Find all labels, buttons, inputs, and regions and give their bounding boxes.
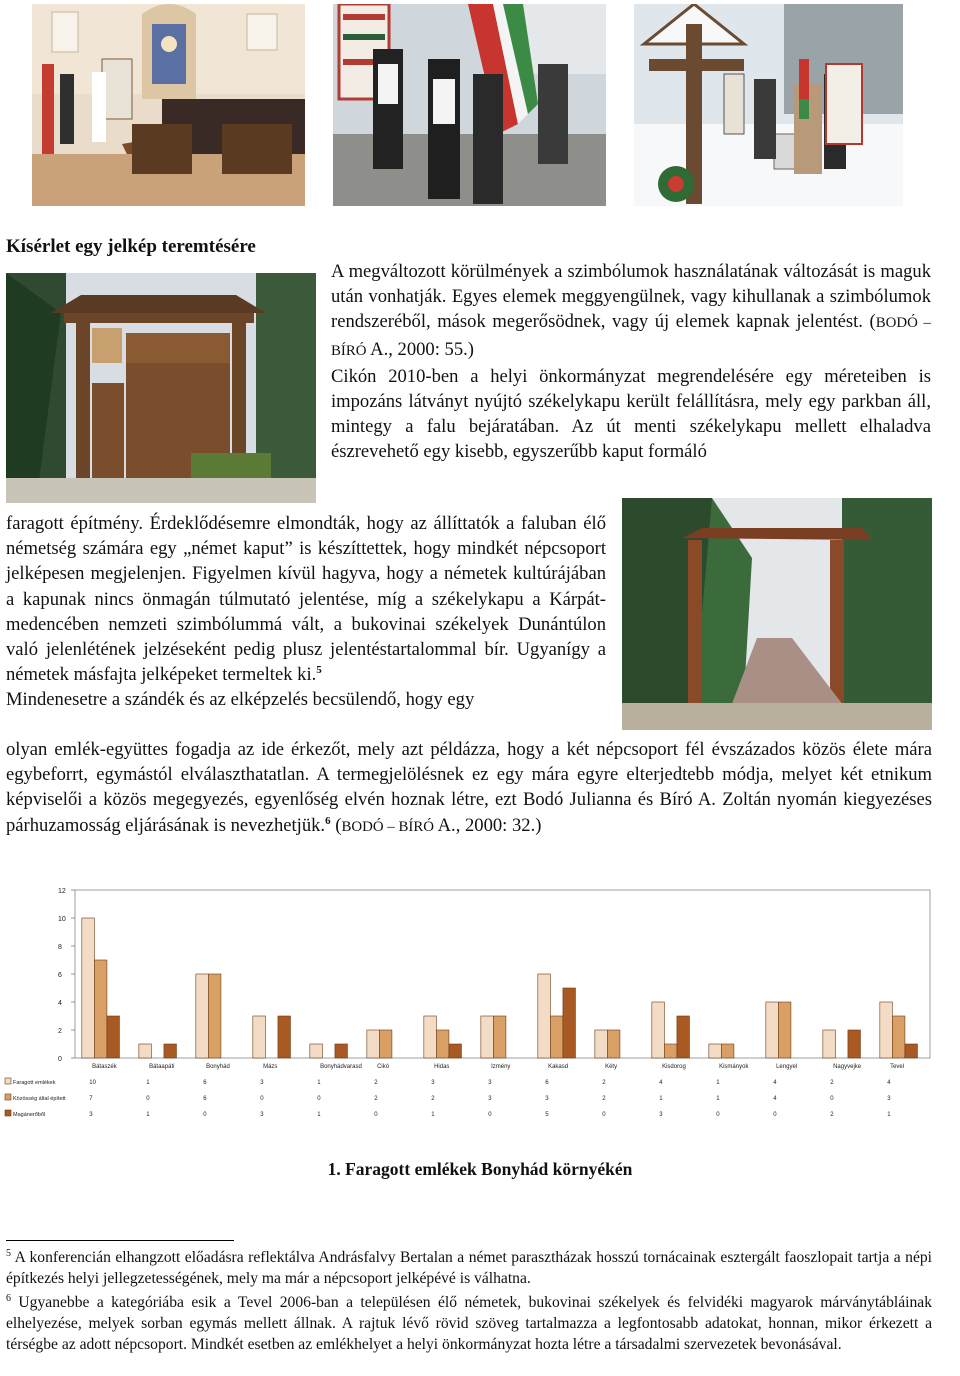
bar: [652, 1002, 665, 1058]
bar: [335, 1044, 348, 1058]
bar: [709, 1044, 722, 1058]
footnote-ref-6[interactable]: 6: [325, 814, 331, 827]
table-cell: 4: [887, 1080, 891, 1086]
x-tick-label: Mázs: [263, 1064, 278, 1070]
x-tick-label: Nagyvejke: [833, 1064, 862, 1070]
x-tick-label: Bátaszék: [92, 1064, 117, 1070]
table-cell: 2: [374, 1096, 378, 1102]
bar: [880, 1002, 893, 1058]
table-cell: 3: [488, 1080, 492, 1086]
table-cell: 1: [887, 1112, 891, 1118]
x-tick-label: Lengyel: [776, 1064, 798, 1070]
legend-label: Magánerőből: [13, 1112, 46, 1118]
table-cell: 1: [317, 1112, 321, 1118]
bar: [424, 1016, 437, 1058]
bar: [107, 1016, 120, 1058]
table-cell: 0: [374, 1112, 378, 1118]
table-cell: 2: [830, 1112, 834, 1118]
y-tick-label: 2: [58, 1028, 62, 1035]
x-tick-label: Bonyhádvarasd: [320, 1064, 362, 1070]
footnote-6: [6, 1292, 932, 1355]
bar: [436, 1030, 449, 1058]
table-cell: 2: [830, 1080, 834, 1086]
table-cell: 1: [431, 1112, 435, 1118]
table-cell: 3: [545, 1096, 549, 1102]
paragraph-3-text-end: olyan emlék-együttes fogadja az ide érkezőt, mely azt példázza, hogy a két népcsoport fél évszázados közös élete mára egybeforrt, egymástól elválaszthatatlan. A termegjelölésnek ez egy mára egyre elterjedtebb módja, melyet két etnikum képviselői a közös megegyezés, egyenlőség elvén hoznak létre, ezt Bodó Julianna és Bíró A. Zoltán nyomán kiegyezéses párhuzamosság eljárásának is nevezhetjük.: [6, 739, 932, 836]
paragraph-1: [331, 259, 931, 364]
y-tick-label: 10: [58, 916, 66, 923]
table-cell: 6: [203, 1096, 207, 1102]
bar: [664, 1044, 677, 1058]
table-cell: 4: [659, 1080, 663, 1086]
table-cell: 2: [602, 1096, 606, 1102]
y-tick-label: 4: [58, 1000, 62, 1007]
bar: [905, 1044, 918, 1058]
snowy-wooden-cross-photo: [634, 4, 903, 206]
paragraph-2-start: [331, 364, 931, 465]
x-tick-label: Izmény: [491, 1064, 511, 1070]
table-cell: 1: [146, 1112, 150, 1118]
bar: [563, 988, 576, 1058]
paren-open: (: [335, 814, 342, 836]
table-cell: 0: [488, 1112, 492, 1118]
table-cell: 1: [716, 1096, 720, 1102]
section-heading: Kísérlet egy jelkép teremtésére: [6, 236, 256, 257]
bar: [164, 1044, 177, 1058]
bar: [278, 1016, 291, 1058]
table-cell: 0: [830, 1096, 834, 1102]
text-column-right: [331, 259, 931, 465]
table-cell: 6: [203, 1080, 207, 1086]
legend-swatch: [5, 1110, 11, 1116]
text-column-left: [6, 511, 606, 713]
paragraph-3-text-start: Mindenesetre a szándék és az elképzelés becsülendő, hogy egy: [6, 689, 475, 711]
bar: [82, 918, 95, 1058]
bar: [253, 1016, 266, 1058]
paragraph-2-text-end: faragott építmény. Érdeklődésemre elmondták, hogy az állíttatók a faluban élő németség számára egy „német kaput” is készíttettek, hogy mindkét népcsoport jelképesen megjelenjen. Figyelmen kívül hagyva, hogy a németek kultúrájában a kapunak nincs önmagán túlmutató jelentése, míg a székelykapu a Kárpát-medencében nemzeti szimbólummá vált, a bukovinai székelyek Dunántúlon való jelenlétének jelzéseként pedig plusz jelentéstartalommal bír. Ugyanígy a németek másfajta jelképeket termeltek ki.: [6, 513, 606, 686]
table-cell: 1: [317, 1080, 321, 1086]
bar: [778, 1002, 791, 1058]
footnote-5-number: 5: [6, 1247, 11, 1259]
paragraph-3-end: [6, 737, 932, 840]
table-cell: 2: [374, 1080, 378, 1086]
table-cell: 0: [203, 1112, 207, 1118]
paragraph-1-text: A megváltozott körülmények a szimbólumok használatának változását is maguk után vonhatják. Egyes elemek meggyengülnek, vagy kihullanak a szimbólumok rendszeréből, mások megerősödnek, vagy új elemek kapnak jelentést. (: [331, 261, 931, 333]
x-tick-label: Bátaapáti: [149, 1064, 175, 1070]
table-cell: 6: [545, 1080, 549, 1086]
bar: [538, 974, 551, 1058]
table-cell: 0: [716, 1112, 720, 1118]
table-cell: 3: [260, 1112, 264, 1118]
footnote-divider: [6, 1240, 234, 1241]
legend-label: Közösség által épített: [13, 1096, 66, 1102]
church-interior-photo: [32, 4, 305, 206]
table-cell: 0: [146, 1096, 150, 1102]
bar: [196, 974, 209, 1058]
footnote-ref-5[interactable]: 5: [316, 664, 322, 677]
bar: [721, 1044, 734, 1058]
bar: [449, 1044, 462, 1058]
bar: [848, 1030, 861, 1058]
bar: [481, 1016, 494, 1058]
table-cell: 0: [260, 1096, 264, 1102]
table-cell: 2: [602, 1080, 606, 1086]
y-tick-label: 0: [58, 1056, 62, 1063]
x-tick-label: Hidas: [434, 1064, 450, 1070]
paragraph-2-text-start: Cikón 2010-ben a helyi önkormányzat megrendelésére egy méreteiben is impozáns látványt nyújtó székelykapu került felállításra, mely egy parkban áll, mintegy a falu bejáratában. Az út menti székelykapu mellett elhaladva észrevehető egy kisebb, egyszerűbb kaput formáló: [331, 365, 931, 463]
bar: [94, 960, 107, 1058]
legend-swatch: [5, 1094, 11, 1100]
table-cell: 0: [773, 1112, 777, 1118]
bar: [607, 1030, 620, 1058]
table-cell: 4: [773, 1096, 777, 1102]
bar: [367, 1030, 380, 1058]
bar-chart: [0, 884, 935, 1134]
x-tick-label: Kisdorog: [662, 1064, 686, 1070]
text-full-width: [6, 737, 932, 840]
table-cell: 3: [260, 1080, 264, 1086]
table-cell: 1: [659, 1096, 663, 1102]
table-cell: 0: [602, 1112, 606, 1118]
bar: [379, 1030, 392, 1058]
legend-label: Faragott emlékek: [13, 1080, 56, 1086]
citation-year-2: A., 2000: 32.): [434, 814, 542, 836]
bar: [493, 1016, 506, 1058]
bar: [208, 974, 221, 1058]
german-gate-photo: [622, 498, 932, 730]
table-cell: 10: [89, 1080, 96, 1086]
x-tick-label: Kismányok: [719, 1064, 749, 1070]
bar: [310, 1044, 323, 1058]
table-cell: 1: [146, 1080, 150, 1086]
x-tick-label: Kéty: [605, 1064, 618, 1070]
bar: [139, 1044, 152, 1058]
table-cell: 3: [488, 1096, 492, 1102]
table-cell: 3: [887, 1096, 891, 1102]
footnote-6-number: 6: [6, 1292, 11, 1304]
table-cell: 5: [545, 1112, 549, 1118]
citation-author-2: BODÓ – BÍRÓ: [341, 818, 434, 835]
y-tick-label: 6: [58, 972, 62, 979]
citation-year: A., 2000: 55.): [366, 338, 474, 360]
bar: [823, 1030, 836, 1058]
bar: [677, 1016, 690, 1058]
legend-swatch: [5, 1078, 11, 1084]
y-tick-label: 12: [58, 888, 66, 895]
bar: [550, 1016, 563, 1058]
paragraph-3-start: [6, 687, 606, 712]
x-tick-label: Tevel: [890, 1064, 905, 1070]
table-cell: 3: [431, 1080, 435, 1086]
table-cell: 3: [659, 1112, 663, 1118]
table-cell: 0: [317, 1096, 321, 1102]
table-cell: 2: [431, 1096, 435, 1102]
paragraph-2-end: [6, 511, 606, 687]
szekely-gate-photo: [6, 273, 316, 503]
bar: [892, 1016, 905, 1058]
x-tick-label: Kakasd: [548, 1064, 569, 1070]
table-cell: 1: [716, 1080, 720, 1086]
chart-caption: 1. Faragott emlékek Bonyhád környékén: [327, 1159, 633, 1179]
procession-flags-photo: [333, 4, 606, 206]
footnote-5-text: A konferencián elhangzott előadásra reflektálva Andrásfalvy Bertalan a német parasztházak hosszú tornácainak esztergált faoszlopait tartja a népi építkezés helyi jellegzetességének, mely ma már a népcsoport jelképévé is válhatna.: [6, 1249, 932, 1287]
table-cell: 4: [773, 1080, 777, 1086]
table-cell: 3: [89, 1112, 93, 1118]
x-tick-label: Cikó: [377, 1064, 390, 1070]
footnote-6-text: Ugyanebbe a kategóriába esik a Tevel 2006-ban a településen élő németek, bukovinai székelyek és felvidéki magyarok márványtábláinak elhelyezése, melyek sorban egymás mellett állnak. A rajtuk lévő rövid szöveg tartalmazza a legfontosabb adatokat, honnan, mikor érkezett a térségbe az adott népcsoport. Mindkét esetben az emlékhelyet a helyi önkormányzat hozta létre a társadalmi szervezetek bevonásával.: [6, 1294, 932, 1353]
citation-author: BODÓ – BÍRÓ: [331, 315, 931, 359]
x-tick-label: Bonyhád: [206, 1064, 230, 1070]
bar: [595, 1030, 608, 1058]
bar: [766, 1002, 779, 1058]
table-cell: 7: [89, 1096, 93, 1102]
y-tick-label: 8: [58, 944, 62, 951]
footnote-5: [6, 1247, 932, 1289]
